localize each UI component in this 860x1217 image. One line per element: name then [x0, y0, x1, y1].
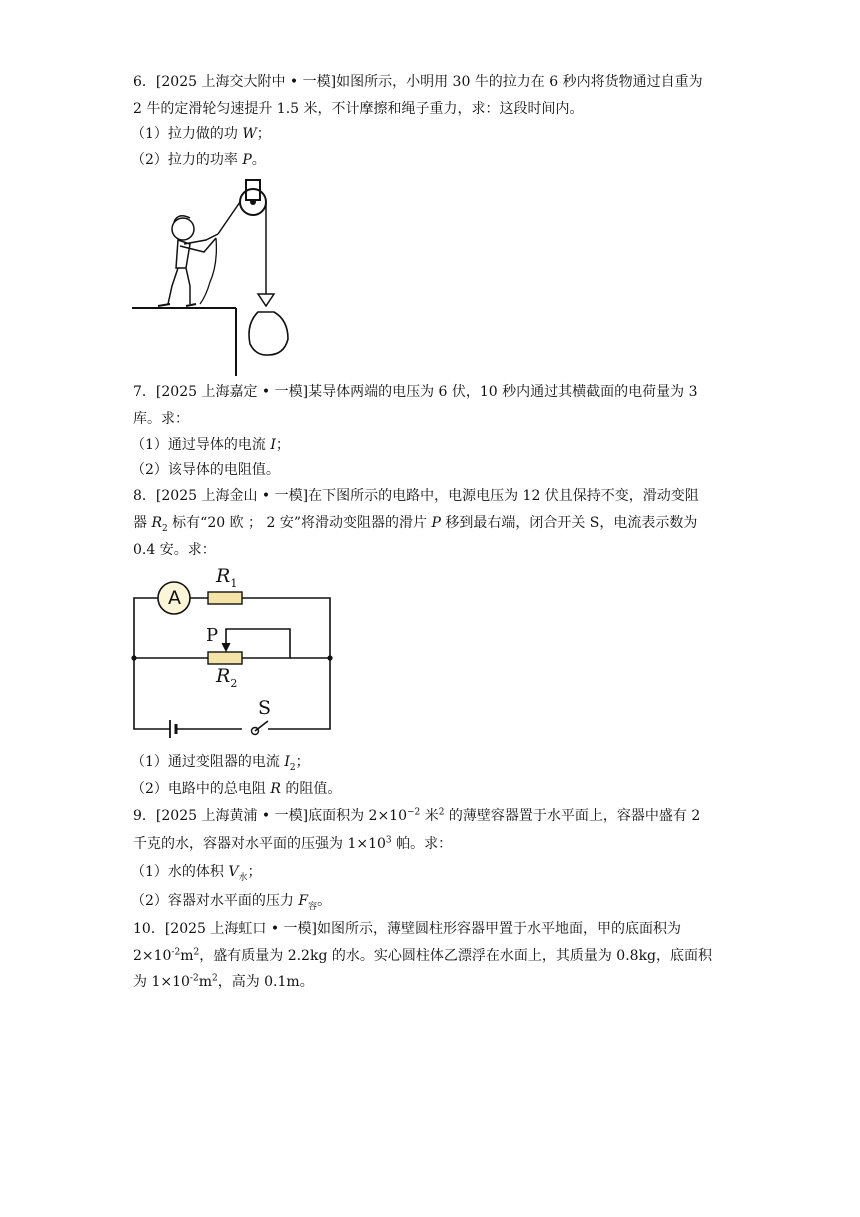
q9-line1: 9．[2025 上海黄浦 • 一模]底面积为 $2\times 10^{-2}$ 米$^2$ 的薄壁容器置于水平面上，容器中盛有 2 — [133, 807, 701, 824]
q7-part1: （1）通过导体的电流 I； — [131, 437, 290, 453]
q9-part2: （2）容器对水平面的压力 $F_容$。 — [131, 893, 332, 912]
pulley-figure — [128, 174, 308, 376]
q6-part2: （2）拉力的功率 P。 — [131, 152, 266, 168]
q8-part2: （2）电路中的总电阻 R 的阻值。 — [131, 781, 342, 797]
q8-line2: 器 $R_2$ 标有“20 欧 ； 2 安”将滑动变阻器的滑片 P 移到最右端，闭合开关 S，电流表示数为 — [133, 515, 698, 534]
q6-number: 6． — [133, 74, 156, 90]
q8-source: [2025 上海金山 • 一模] — [155, 488, 309, 504]
q9-line2: 千克的水，容器对水平面的压强为 $1\times 10^3$ 帕。求： — [133, 835, 453, 852]
q8-part1: （1）通过变阻器的电流 $I_2$； — [131, 754, 310, 773]
q9-part1: （1）水的体积 $V_水$； — [131, 864, 262, 883]
switch-label: S — [258, 697, 272, 719]
q7-line1: 7．[2025 上海嘉定 • 一模]某导体两端的电压为 6 伏，10 秒内通过其横截面的电荷量为 3 — [133, 384, 698, 400]
q8-line1: 8．[2025 上海金山 • 一模]在下图所示的电路中，电源电压为 12 伏且保持不变，滑动变阻 — [133, 488, 699, 504]
q6-source: [2025 上海交大附中 • 一模] — [155, 74, 337, 90]
q7-text: 某导体两端的电压为 6 伏，10 秒内通过其横截面的电荷量为 3 — [308, 384, 698, 400]
circuit-figure — [128, 565, 338, 745]
q6-line1 — [133, 72, 703, 92]
q8-line3: 0.4 安。求： — [133, 542, 216, 558]
q6-line2: 2 牛的定滑轮匀速提升 1.5 米，不计摩擦和绳子重力，求：这段时间内。 — [133, 101, 584, 117]
q6-part1: （1）拉力做的功 W； — [131, 126, 271, 142]
q10-source: [2025 上海虹口 • 一模] — [164, 921, 317, 937]
q7-line2: 库。求： — [133, 411, 189, 427]
q10-line3: 为 $1\times 10^{-2}m^2$，高为 0.1m。 — [133, 973, 314, 990]
q6-text: 如图所示，小明用 30 牛的拉力在 6 秒内将货物通过自重为 — [336, 74, 703, 90]
q7-part2: （2）该导体的电阻值。 — [131, 462, 280, 478]
r2-label: $R_2$ — [216, 665, 238, 690]
q10-line2: $2\times 10^{-2}m^2$，盛有质量为 2.2kg 的水。实心圆柱体乙漂浮在水面上，其质量为 0.8kg，底面积 — [133, 947, 713, 964]
q10-line1: 10．[2025 上海虹口 • 一模]如图所示，薄壁圆柱形容器甲置于水平地面，甲的底面积为 — [133, 921, 681, 937]
q8-text: 在下图所示的电路中，电源电压为 12 伏且保持不变，滑动变阻 — [308, 488, 699, 504]
q9-source: [2025 上海黄浦 • 一模] — [155, 808, 309, 824]
q7-source: [2025 上海嘉定 • 一模] — [155, 384, 309, 400]
r1-label: $R_1$ — [216, 565, 238, 590]
slider-label: P — [206, 625, 219, 646]
ammeter-label: A — [168, 587, 181, 609]
